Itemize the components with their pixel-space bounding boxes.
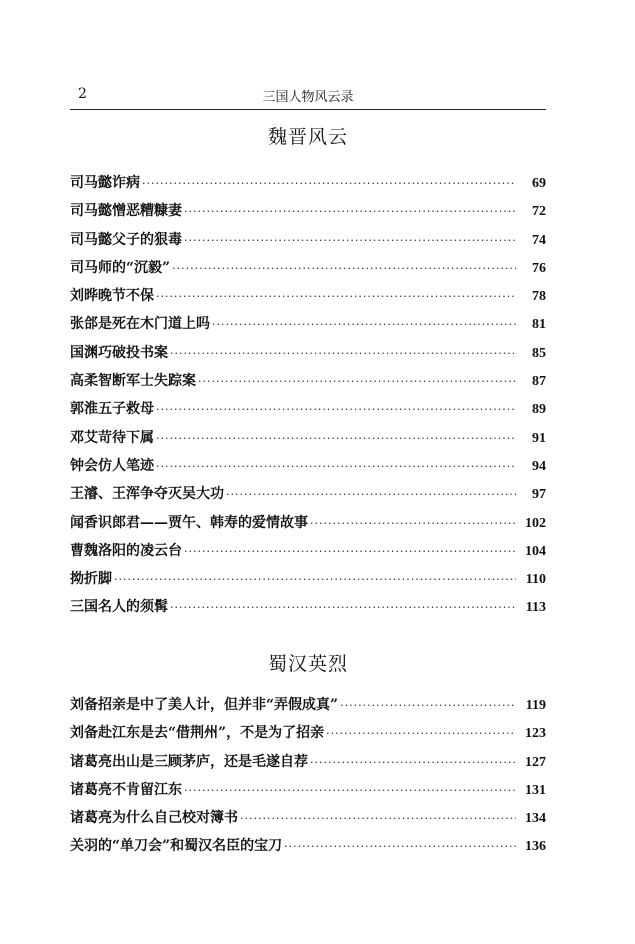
dot-leader bbox=[284, 840, 516, 853]
toc-entry[interactable] bbox=[70, 342, 546, 370]
toc-entry-page: 72 bbox=[532, 204, 546, 220]
toc-entry-page: 97 bbox=[532, 487, 546, 503]
dot-leader bbox=[142, 177, 516, 190]
toc-entry-title: 拗折脚 bbox=[70, 571, 112, 588]
toc-entry-page: 85 bbox=[532, 345, 546, 361]
toc-entry-title: 三国名人的须髯 bbox=[70, 599, 168, 616]
dot-leader bbox=[184, 545, 516, 558]
toc-entry[interactable] bbox=[70, 483, 546, 511]
toc-entry-title: 王濬、王浑争夺灭吴大功 bbox=[70, 486, 224, 503]
toc-entry[interactable] bbox=[70, 172, 546, 200]
toc-list-shu-han bbox=[70, 694, 546, 864]
toc-entry-title: 曹魏洛阳的凌云台 bbox=[70, 542, 182, 559]
toc-entry[interactable] bbox=[70, 427, 546, 455]
toc-entry-title: 诸葛亮为什么自己校对簿书 bbox=[70, 810, 238, 827]
toc-entry-page: 89 bbox=[532, 402, 546, 418]
toc-entry[interactable] bbox=[70, 596, 546, 624]
toc-entry[interactable] bbox=[70, 455, 546, 483]
dot-leader bbox=[240, 812, 516, 825]
header-rule bbox=[70, 109, 546, 110]
toc-entry[interactable] bbox=[70, 285, 546, 313]
toc-entry-page: 102 bbox=[525, 515, 546, 531]
toc-entry-page: 134 bbox=[525, 811, 546, 827]
toc-entry-title: 司马懿父子的狠毒 bbox=[70, 231, 182, 248]
toc-entry[interactable] bbox=[70, 229, 546, 257]
dot-leader bbox=[310, 756, 516, 769]
toc-entry-title: 国渊巧破投书案 bbox=[70, 344, 168, 361]
toc-entry-title: 闻香识郎君——贾午、韩寿的爱情故事 bbox=[70, 514, 308, 531]
toc-entry-page: 136 bbox=[525, 839, 546, 855]
toc-entry[interactable] bbox=[70, 751, 546, 779]
toc-entry[interactable] bbox=[70, 807, 546, 835]
toc-entry-page: 69 bbox=[532, 176, 546, 191]
toc-entry-title: 高柔智断军士失踪案 bbox=[70, 373, 196, 390]
toc-entry-page: 81 bbox=[532, 317, 546, 333]
toc-entry[interactable] bbox=[70, 313, 546, 341]
toc-entry[interactable] bbox=[70, 779, 546, 807]
toc-entry[interactable] bbox=[70, 540, 546, 568]
toc-entry-page: 113 bbox=[525, 600, 546, 616]
toc-entry[interactable] bbox=[70, 370, 546, 398]
section-title-wei-jin: 魏晋风云 bbox=[267, 126, 348, 148]
dot-leader bbox=[172, 262, 516, 275]
toc-entry-page: 78 bbox=[532, 289, 546, 305]
section-title-shu-han: 蜀汉英烈 bbox=[267, 653, 348, 675]
dot-leader bbox=[114, 573, 516, 586]
toc-entry-page: 123 bbox=[525, 726, 546, 742]
dot-leader bbox=[184, 784, 516, 797]
toc-entry-title: 刘晔晚节不保 bbox=[70, 288, 154, 305]
toc-entry-page: 110 bbox=[525, 572, 546, 588]
toc-entry[interactable] bbox=[70, 722, 546, 750]
dot-leader bbox=[156, 290, 516, 303]
toc-entry[interactable] bbox=[70, 512, 546, 540]
toc-entry[interactable] bbox=[70, 568, 546, 596]
book-title: 三国人物风云录 bbox=[262, 90, 354, 105]
toc-entry[interactable] bbox=[70, 694, 546, 722]
dot-leader bbox=[326, 727, 516, 740]
toc-entry-title: 司马懿诈病 bbox=[70, 175, 140, 191]
toc-entry-title: 司马师的“沉毅” bbox=[70, 259, 171, 276]
toc-entry-page: 91 bbox=[532, 430, 546, 446]
toc-entry-title: 钟会仿人笔迹 bbox=[70, 457, 154, 474]
dot-leader bbox=[156, 460, 516, 473]
toc-entry[interactable] bbox=[70, 257, 546, 285]
toc-entry-title: 诸葛亮不肯留江东 bbox=[70, 781, 182, 798]
dot-leader bbox=[340, 699, 516, 712]
toc-entry-title: 诸葛亮出山是三顾茅庐，还是毛遂自荐 bbox=[70, 753, 308, 770]
toc-entry-page: 76 bbox=[532, 260, 546, 276]
toc-entry[interactable] bbox=[70, 398, 546, 426]
toc-entry-page: 131 bbox=[525, 782, 546, 798]
dot-leader bbox=[170, 601, 516, 614]
dot-leader bbox=[184, 234, 516, 247]
page-header bbox=[70, 86, 546, 106]
toc-entry-page: 119 bbox=[525, 698, 546, 713]
toc-entry-title: 郭淮五子救母 bbox=[70, 401, 154, 418]
toc-list-wei-jin bbox=[70, 172, 546, 625]
dot-leader bbox=[170, 347, 516, 360]
toc-entry-page: 87 bbox=[532, 374, 546, 390]
toc-entry-page: 104 bbox=[525, 543, 546, 559]
toc-entry-page: 127 bbox=[525, 754, 546, 770]
page-number: 2 bbox=[78, 86, 87, 102]
dot-leader bbox=[184, 205, 516, 218]
dot-leader bbox=[310, 517, 516, 530]
dot-leader bbox=[212, 318, 516, 331]
dot-leader bbox=[156, 432, 516, 445]
toc-entry-title: 刘备赴江东是去“借荆州”，不是为了招亲 bbox=[70, 725, 325, 742]
toc-entry-title: 刘备招亲是中了美人计，但并非“弄假成真” bbox=[70, 697, 339, 713]
toc-entry-title: 关羽的“单刀会”和蜀汉名臣的宝刀 bbox=[70, 838, 283, 855]
toc-entry-title: 邓艾苛待下属 bbox=[70, 429, 154, 446]
toc-entry-title: 司马懿憎恶糟糠妻 bbox=[70, 203, 182, 220]
toc-entry[interactable] bbox=[70, 200, 546, 228]
toc-entry-title: 张郃是死在木门道上吗 bbox=[70, 316, 210, 333]
toc-entry[interactable] bbox=[70, 835, 546, 863]
dot-leader bbox=[198, 375, 516, 388]
toc-entry-page: 94 bbox=[532, 458, 546, 474]
dot-leader bbox=[156, 403, 516, 416]
dot-leader bbox=[226, 488, 516, 501]
toc-entry-page: 74 bbox=[532, 232, 546, 248]
